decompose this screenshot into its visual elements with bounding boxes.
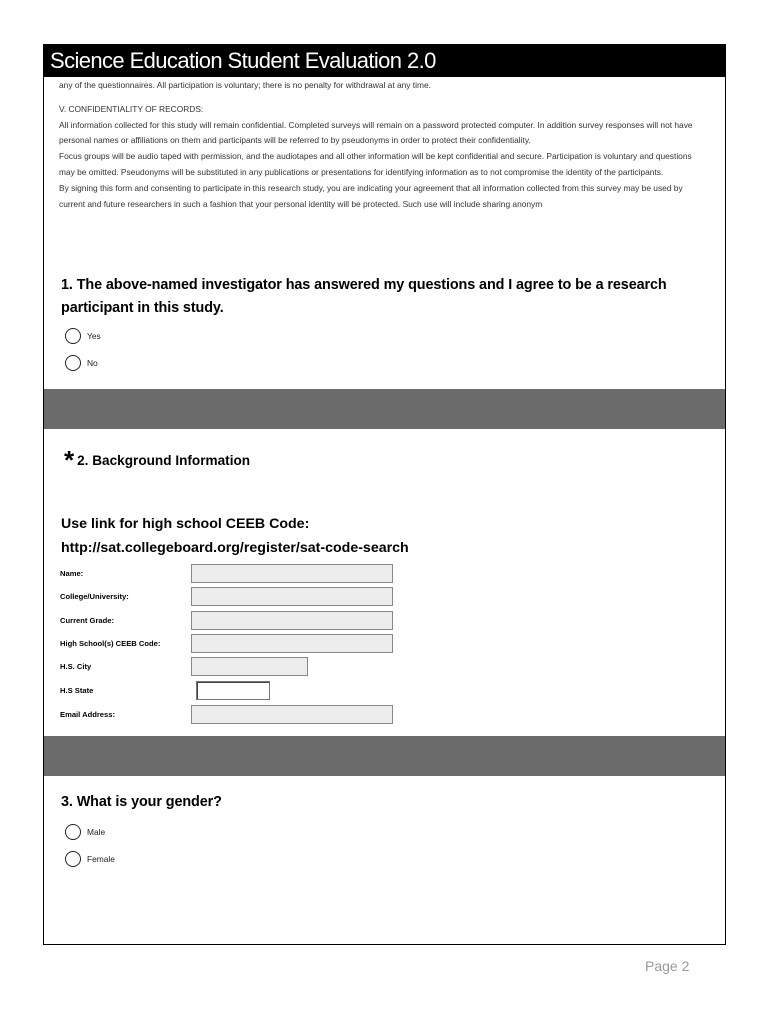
ceeb-code-input[interactable] — [191, 634, 393, 653]
confidentiality-paragraph-2: Focus groups will be audio taped with permission, and the audiotapes and all other information will be kept confidential and secure. Participation is voluntary and questions may be omitted. Pseudonyms will be substituted in any publications or presentations for identifying information as to not compromise the identity of the participants. — [59, 151, 692, 177]
radio-no[interactable] — [65, 355, 81, 371]
consent-text — [59, 78, 709, 212]
page-number: Page 2 — [645, 958, 690, 974]
option-female[interactable] — [65, 849, 115, 869]
section-divider — [44, 389, 725, 429]
option-yes[interactable] — [65, 326, 101, 346]
option-female-label: Female — [87, 854, 115, 864]
field-grade-label: Current Grade: — [60, 616, 115, 625]
option-no[interactable] — [65, 353, 98, 373]
confidentiality-heading: V. CONFIDENTIALITY OF RECORDS: — [59, 103, 204, 114]
title-bar — [44, 45, 725, 77]
state-input[interactable] — [196, 681, 270, 700]
field-college-label: College/University: — [60, 592, 129, 601]
confidentiality-paragraph-3: By signing this form and consenting to participate in this research study, you are indicating your agreement that all information collected from this survey may be used by current and future researchers in such a fashion that your personal identity will be protected. Such use will include sharing anonym — [59, 182, 683, 209]
ceeb-instruction: Use link for high school CEEB Code: — [61, 516, 310, 532]
ceeb-link[interactable]: http://sat.collegeboard.org/register/sat-code-search — [61, 540, 409, 556]
option-male-label: Male — [87, 827, 106, 837]
option-male[interactable] — [65, 822, 105, 842]
question-2-heading — [64, 445, 251, 475]
radio-female[interactable] — [65, 851, 81, 867]
question-1-text: 1. The above-named investigator has answered my questions and I agree to be a research participant in this study. — [61, 277, 667, 316]
field-state-label: H.S State — [60, 686, 94, 695]
question-3-text: 3. What is your gender? — [61, 794, 222, 810]
required-asterisk: * — [64, 445, 75, 475]
grade-input[interactable] — [191, 611, 393, 630]
option-yes-label: Yes — [87, 331, 101, 341]
college-input[interactable] — [191, 587, 393, 606]
name-input[interactable] — [191, 564, 393, 583]
radio-yes[interactable] — [65, 328, 81, 344]
city-input[interactable] — [191, 657, 308, 676]
email-input[interactable] — [191, 705, 393, 724]
field-city-label: H.S. City — [60, 662, 92, 671]
section-divider-2 — [44, 736, 725, 776]
radio-male[interactable] — [65, 824, 81, 840]
withdrawal-line: any of the questionnaires. All participation is voluntary; there is no penalty for withdrawal at any time. — [59, 80, 431, 90]
field-ceeb-label: High School(s) CEEB Code: — [60, 639, 161, 648]
confidentiality-paragraph-1: All information collected for this study will remain confidential. Completed surveys will remain on a password protected computer. In addition survey responses will not have personal names or affiliations on them and participants will be referred to by pseudonyms in order to protect their confidentiality. — [59, 119, 693, 146]
field-email-label: Email Address: — [60, 710, 116, 719]
field-name-label: Name: — [60, 569, 84, 578]
option-no-label: No — [87, 358, 98, 368]
survey-page-frame — [43, 44, 726, 945]
question-2-text: 2. Background Information — [77, 453, 251, 468]
survey-title: Science Education Student Evaluation 2.0 — [50, 48, 436, 73]
